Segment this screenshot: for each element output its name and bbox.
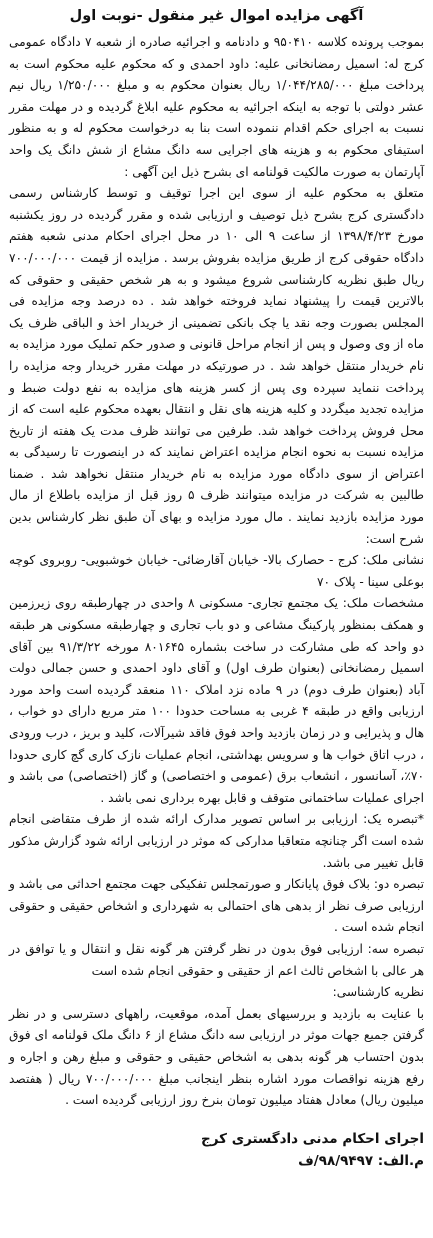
paragraph-property-address: نشانی ملک: کرج - حصارک بالا- خیابان آقارضائی- خیابان خوشبویی- روبروی کوچه بوعلی سینا - پلاک ۷۰ — [9, 553, 424, 589]
notice-title: آگهی مزایده اموال غیر منقول -نوبت اول — [69, 8, 364, 24]
paragraph-note-two: تبصره دو: بلاک فوق پایانکار و صورتمجلس تفکیکی جهت مجتمع احداثی می باشد و ارزیابی صرف نظر از بدهی های احتمالی به شهرداری و اشخاص حقیقی و حقوقی انجام شده است . — [9, 877, 424, 935]
paragraph-note-three: تبصره سه: ارزیابی فوق بدون در نظر گرفتن هر گونه نقل و انتقال و یا توافق در هر عالی با اشخاص ثالث اعم از حقیقی و حقوقی انجام شده است — [9, 941, 424, 978]
reference-number: م.الف: ۹۸/۹۴۹۷/ف — [298, 1152, 424, 1169]
paragraph-auction-terms: متعلق به محکوم علیه از سوی این اجرا توقیف و توسط کارشناس رسمی دادگستری کرج بشرح ذیل توصیف و ارزیابی شده و مقرر گردیده در روز یکشنبه مورخ ۱۳۹۸/۴/۲۳ از ساعت ۹ الی ۱۰ در محل اجرای احکام مدنی شعبه هفتم دادگاه حقوقی کرج از طریق مزایده بفروش برسد . مزایده از قیمت ۷۰۰/۰۰۰/۰۰۰ ریال طبق نظریه کارشناسی شروع میشود و به هر شخص حقیقی و حقوقی که بالاترین قیمت را پیشنهاد نماید فروخته خواهد شد . ده درصد وجه مزایده فی المجلس بصورت وجه نقد یا چک بانکی تضمینی از خریدار اخذ و الباقی ظرف یک ماه از وی وصول و پس از انجام مراحل قانونی و صدور حکم تملیک مورد مزایده به نام خریدار منتقل خواهد شد . در صورتیکه در مهلت مقرر خریدار وجه مزایده را پرداخت ننماید سپرده وی پس از کسر هزینه های مزایده به نفع دولت ضبط و مزایده تجدید میگردد و کلیه هزینه های نقل و انتقال بعهده محکوم علیه است که از محل فروش پرداخت خواهد شد. طرفین می توانند ظرف مدت یک هفته از تاریخ مزایده نسبت به نحوه انجام مزایده اعتراض نمایند که در اینصورت تا رسیدگی به اعتراض از سوی دادگاه مورد مزایده به نام خریدار منتقل نخواهد شد . ضمنا طالبین به شرکت در مزایده میتوانند ظرف ۵ روز قبل از مزایده باطلاع از مال مورد مزایده بازدید نمایند . مال مورد مزایده و بهای آن طبق نظر کارشناس بدین شرح است: — [9, 186, 425, 546]
issuing-office: اجرای احکام مدنی دادگستری کرج — [201, 1130, 424, 1147]
paragraph-expert-opinion: با عنایت به بازدید و بررسیهای بعمل آمده، موقعیت، راههای دسترسی و در نظر گرفتن جمیع جهات موثر در ارزیابی سه دانگ مشاع از ۶ دانگ ملک قولنامه ای فوق بدون احتساب هر گونه بدهی به اشخاص حقیقی و حقوقی و مبلغ رهن و اجاره و رفع هزینه نواقصات مورد اشاره بنظر اینجانب مبلغ ۷۰۰/۰۰۰/۰۰۰ ریال ( هفتصد میلیون ریال) معادل هفتاد میلیون تومان بنرخ روز ارزیابی گردیده است . — [9, 1006, 424, 1108]
paragraph-property-specs: مشخصات ملک: یک مجتمع تجاری- مسکونی ۸ واحدی در چهارطبقه روی زیرزمین و همکف بمنظور پارکینگ مشاعی و دو باب تجاری و چهارطبقه مسکونی هر طبقه دو واحد که طی مشارکت در ساخت بشماره ۸۰۱۶۴۵ مورخه ۹۱/۳/۲۲ بین آقای اسمیل رمضانخانی (بعنوان طرف اول) و آقای داود احمدی و حسن جمالی دولت آباد (بعنوان طرف دوم) در ۹ ماده نزد املاک ۱۱۰ منعقد گردیده است واحد مورد ارزیابی واقع در طبقه ۴ غربی به مساحت حدودا ۱۰۰ متر مربع دارای دو خواب ، هال و پذیرایی و در زمان بازدید واحد فوق فاقد شیرآلات، کلید و بریز ، درب ورودی ، درب اتاق خواب ها و سرویس بهداشتی، انجام عملیات نازک کاری گچ کاری حدودا ۷۰٪، آسانسور ، انشعاب برق (عمومی و اختصاصی) و گاز (اختصاصی) می باشد و اجرای عملیات ساختمانی متوقف و قابل بهره برداری نمی باشد . — [9, 596, 425, 805]
paragraph-intro: بموجب پرونده کلاسه ۹۵۰۴۱۰ و دادنامه و اجرائیه صادره از شعبه ۷ دادگاه عمومی کرج له: اسمیل رمضانخانی علیه: داود احمدی و که محکوم علیه محکوم است به پرداخت مبلغ ۱/۰۴۴/۲۸۵/۰۰۰ ریال بعنوان محکوم به و مبلغ ۱/۲۵۰/۰۰۰ ریال نیم عشر دولتی با توجه به اینکه اجرائیه به محکوم علیه ابلاغ گردیده و در مهلت مقرر نسبت به اجرای حکم اقدام ننموده است بنا به درخواست محکوم له و به منظور استیفای محکوم به و هزینه های اجرایی سه دانگ مشاع از شش دانگ یک واحد آپارتمان به صورت مالکیت قولنامه ای بشرح ذیل این آگهی : — [9, 35, 424, 179]
notice-footer — [9, 1128, 424, 1172]
paragraph-note-one: *تبصره یک: ارزیابی بر اساس تصویر مدارک ارائه شده از طرف متقاضی انجام شده است اگر چنانچه متعاقبا مدارکی که موثر در ارزیابی ارائه شود گزارش مذکور قابل تغییر می باشد. — [9, 812, 424, 870]
paragraph-expert-heading: نظریه کارشناسی: — [332, 985, 424, 1000]
